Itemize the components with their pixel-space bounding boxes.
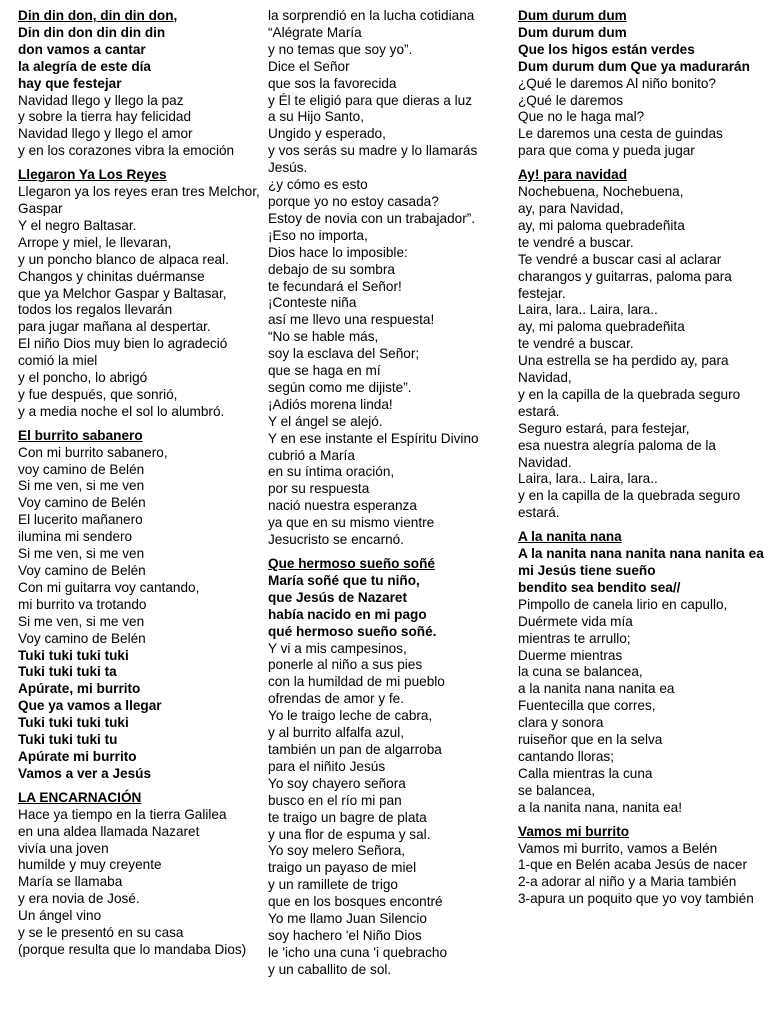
song-block <box>518 8 764 160</box>
song-title: A la nanita nana <box>518 529 622 545</box>
lyric-line: Dum durum dum Que ya madurarán <box>518 58 750 74</box>
lyric-line: y Él te eligió para que dieras a luz <box>268 92 473 108</box>
lyric-line: la alegría de este día <box>18 58 151 74</box>
lyric-line: A la nanita nana nanita nana nanita ea <box>518 546 764 562</box>
lyric-line: ¡Adiós morena linda! <box>268 396 393 412</box>
song-title: Din din don, din din don, <box>18 8 178 23</box>
song-title: Dum durum dum <box>518 8 627 23</box>
lyric-line: Tuki tuki tuki tuki <box>18 715 129 731</box>
song-block <box>268 556 512 979</box>
lyric-line: Apúrate mi burrito <box>18 748 137 764</box>
lyric-line: te vendré a buscar. <box>518 336 634 352</box>
lyric-line: Tuki tuki tuki tu <box>18 732 118 748</box>
lyric-line: bendito sea bendito sea// <box>518 579 681 595</box>
lyric-line: Y el ángel se alejó. <box>268 413 383 429</box>
lyric-line: te traigo un bagre de plata <box>268 809 427 825</box>
lyric-line: Llegaron ya los reyes eran tres Melchor, Gaspar <box>18 184 260 216</box>
lyric-line: Navidad llego y llego la paz <box>18 92 184 108</box>
lyric-line: Tuki tuki tuki ta <box>18 664 117 680</box>
lyric-line: Y en ese instante el Espíritu Divino cubrió a María <box>268 430 479 463</box>
lyric-line: humilde y muy creyente <box>18 857 162 873</box>
lyric-line: Changos y chinitas duérmanse <box>18 268 205 284</box>
lyric-line: Laira, lara.. Laira, lara.. <box>518 302 658 318</box>
lyric-line: don vamos a cantar <box>18 41 146 57</box>
lyric-line: Nochebuena, Nochebuena, <box>518 184 684 200</box>
lyric-line: a la nanita nana, nanita ea! <box>518 799 683 815</box>
lyric-line: y fue después, que sonrió, <box>18 386 178 402</box>
lyric-line: Yo soy chayero señora <box>268 775 406 791</box>
lyric-line: ay, mi paloma quebradeñita <box>518 217 685 233</box>
lyric-line: clara y sonora <box>518 715 604 731</box>
lyric-line: Voy camino de Belén <box>18 630 146 646</box>
lyric-line: según como me dijiste”. <box>268 379 412 395</box>
lyric-line: Vamos a ver a Jesús <box>18 765 152 781</box>
lyric-line: Si me ven, si me ven <box>18 478 145 494</box>
lyric-line: a la nanita nana nanita ea <box>518 681 675 697</box>
song-title: El burrito sabanero <box>18 427 143 443</box>
lyric-line: El lucerito mañanero <box>18 512 143 528</box>
lyric-line: Con mi burrito sabanero, <box>18 444 168 460</box>
lyric-line: había nacido en mi pago <box>268 606 427 622</box>
lyric-line: en su íntima oración, <box>268 464 395 480</box>
lyric-line: con la humildad de mi pueblo <box>268 674 445 690</box>
lyric-line: así me llevo una respuesta! <box>268 312 435 328</box>
lyric-line: cantando lloras; <box>518 748 614 764</box>
lyric-line: 1-que en Belén acaba Jesús de nacer <box>518 857 747 873</box>
song-title: Vamos mi burrito <box>518 823 630 839</box>
lyric-line: Dum durum dum <box>518 24 627 40</box>
lyric-line: Seguro estará, para festejar, <box>518 420 690 436</box>
lyric-line: Ungido y esperado, <box>268 126 386 142</box>
lyric-line: debajo de su sombra <box>268 261 395 277</box>
lyric-line: y era novia de José. <box>18 891 140 907</box>
lyric-line: Vamos mi burrito, vamos a Belén <box>518 840 718 856</box>
lyric-line: Duerme mientras <box>518 647 623 663</box>
lyric-line: y en la capilla de la quebrada seguro estará. <box>518 488 741 521</box>
lyric-line: mientras te arrullo; <box>518 630 631 646</box>
lyric-line: Voy camino de Belén <box>18 563 146 578</box>
lyric-line: y un caballito de sol. <box>268 961 392 977</box>
lyric-line: Fuentecilla que corres, <box>518 698 656 714</box>
lyric-line: 2-a adorar al niño y a Maria también <box>518 874 737 890</box>
lyric-line: Si me ven, si me ven <box>18 546 145 562</box>
lyric-line: le 'icho una cuna 'i quebracho <box>268 944 448 960</box>
lyric-line: que Jesús de Nazaret <box>268 589 408 605</box>
lyric-line: busco en el río mi pan <box>268 792 402 808</box>
lyric-line: Y vi a mis campesinos, <box>268 640 407 656</box>
lyric-line: y el poncho, lo abrigó <box>18 370 148 386</box>
song-block <box>518 529 764 816</box>
lyric-line: ¡Conteste niña <box>268 295 357 311</box>
lyric-line: María soñé que tu niño, <box>268 572 420 588</box>
lyric-line: para jugar mañana al despertar. <box>18 319 211 335</box>
lyric-line: Din din don din din din <box>18 24 166 40</box>
lyric-line: Laira, lara.. Laira, lara.. <box>518 471 658 487</box>
lyric-line: te fecundará el Señor! <box>268 278 402 294</box>
lyric-line: Que ya vamos a llegar <box>18 698 162 714</box>
lyric-line: Que los higos están verdes <box>518 41 695 57</box>
lyric-line: y no temas que soy yo”. <box>268 41 413 57</box>
lyric-line: la cuna se balancea, <box>518 664 643 680</box>
lyric-line: Si me ven, si me ven <box>18 613 145 629</box>
lyric-line: Arrope y miel, le llevaran, <box>18 234 172 250</box>
song-title: LA ENCARNACIÓN <box>18 789 142 805</box>
lyric-line: Apúrate, mi burrito <box>18 681 141 697</box>
lyric-line: y una flor de espuma y sal. <box>268 826 431 842</box>
lyric-line: María se llamaba <box>18 874 123 890</box>
song-title: Ay! para navidad <box>518 167 628 183</box>
lyric-line: ruiseñor que en la selva <box>518 732 663 748</box>
lyric-line: Duérmete vida mía <box>518 613 633 629</box>
lyric-line: Jesucristo se encarnó. <box>268 532 405 548</box>
lyric-line: Tuki tuki tuki tuki <box>18 647 129 663</box>
lyric-line: Yo le traigo leche de cabra, <box>268 708 433 724</box>
lyric-line: y un ramillete de trigo <box>268 877 398 893</box>
lyric-line: ¿Qué le daremos Al niño bonito? <box>518 75 716 91</box>
lyric-line: y en la capilla de la quebrada seguro estará. <box>518 386 741 419</box>
lyric-line: mi Jesús tiene sueño <box>518 563 656 578</box>
lyric-line: “Alégrate María <box>268 24 362 40</box>
lyric-line: (porque resulta que lo mandaba Dios) <box>18 941 247 957</box>
song-title: Llegaron Ya Los Reyes <box>18 167 167 183</box>
lyric-line: Dios hace lo imposible: <box>268 244 408 260</box>
song-block <box>268 8 512 549</box>
lyric-line: que en los bosques encontré <box>268 894 443 910</box>
lyric-line: 3-apura un poquito que yo voy también <box>518 891 754 907</box>
lyric-line: ay, mi paloma quebradeñita <box>518 319 685 335</box>
lyric-line: y se le presentó en su casa <box>18 925 184 941</box>
lyric-line: en una aldea llamada Nazaret <box>18 823 200 839</box>
lyric-line: Y el negro Baltasar. <box>18 217 137 233</box>
lyric-line: Calla mientras la cuna <box>518 765 653 781</box>
lyric-line: Una estrella se ha perdido ay, para Navidad, <box>518 353 729 386</box>
lyric-line: Te vendré a buscar casi al aclarar charangos y guitarras, paloma para festejar. <box>518 251 732 301</box>
lyric-line: ofrendas de amor y fe. <box>268 691 405 707</box>
lyric-line: Con mi guitarra voy cantando, <box>18 579 200 595</box>
lyric-line: por su respuesta <box>268 481 370 497</box>
lyric-line: soy hachero 'el Niño Dios <box>268 927 422 943</box>
lyric-line: ponerle al niño a sus pies <box>268 657 423 673</box>
lyric-line: ay, para Navidad, <box>518 200 624 216</box>
lyric-line: “No se hable más, <box>268 329 379 345</box>
lyric-line: que sos la favorecida <box>268 75 397 91</box>
lyric-line: todos los regalos llevarán <box>18 302 173 318</box>
lyric-line: a su Hijo Santo, <box>268 109 364 125</box>
lyric-line: te vendré a buscar. <box>518 234 634 250</box>
lyric-line: Le daremos una cesta de guindas <box>518 126 723 142</box>
song-title: Que hermoso sueño soñé <box>268 556 435 571</box>
lyric-line: nació nuestra esperanza <box>268 498 417 514</box>
lyric-line: porque yo no estoy casada? <box>268 193 439 209</box>
lyric-line: Yo me llamo Juan Silencio <box>268 911 427 927</box>
lyric-line: Un ángel vino <box>18 908 102 924</box>
lyric-line: y al burrito alfalfa azul, <box>268 725 405 741</box>
lyric-line: que ya Melchor Gaspar y Baltasar, <box>18 285 227 301</box>
lyric-line: para que coma y pueda jugar <box>518 143 695 159</box>
song-block <box>18 167 262 421</box>
lyric-line: Voy camino de Belén <box>18 495 146 511</box>
lyric-line: que se haga en mí <box>268 363 381 379</box>
lyric-line: Que no le haga mal? <box>518 109 645 125</box>
lyric-line: y un poncho blanco de alpaca real. <box>18 251 229 267</box>
song-block <box>18 8 262 160</box>
lyric-line: la sorprendió en la lucha cotidiana <box>268 8 475 23</box>
song-block <box>518 824 764 909</box>
lyric-line: El niño Dios muy bien lo agradeció comió la miel <box>18 336 228 369</box>
lyric-line: y sobre la tierra hay felicidad <box>18 109 192 125</box>
lyric-line: también un pan de algarroba <box>268 741 442 757</box>
lyric-line: Pimpollo de canela lirio en capullo, <box>518 596 728 612</box>
lyrics-column-3 <box>518 8 764 915</box>
lyric-line: traigo un payaso de miel <box>268 860 417 876</box>
lyric-line: ilumina mi sendero <box>18 529 133 545</box>
lyric-line: hay que festejar <box>18 75 122 91</box>
lyric-line: Navidad llego y llego el amor <box>18 126 193 142</box>
lyric-line: ¿y cómo es esto <box>268 177 368 193</box>
lyric-line: Dice el Señor <box>268 58 350 74</box>
lyric-line: Hace ya tiempo en la tierra Galilea <box>18 806 227 822</box>
lyric-line: Estoy de novia con un trabajador”. <box>268 210 476 226</box>
lyric-line: ya que en su mismo vientre <box>268 515 435 531</box>
lyric-line: ¿Qué le daremos <box>518 92 624 108</box>
lyrics-column-2 <box>268 8 512 986</box>
song-block <box>518 167 764 522</box>
song-block <box>18 790 262 959</box>
lyric-line: se balancea, <box>518 782 596 798</box>
lyric-line: vivía una joven <box>18 840 109 856</box>
lyric-line: Yo soy melero Señora, <box>268 843 406 859</box>
lyric-line: y vos serás su madre y lo llamarás Jesús. <box>268 143 478 176</box>
lyric-line: mi burrito va trotando <box>18 596 147 612</box>
lyric-line: esa nuestra alegría paloma de la Navidad. <box>518 437 716 470</box>
lyrics-column-1 <box>18 8 262 966</box>
song-block <box>18 428 262 783</box>
lyric-line: y a media noche el sol lo alumbró. <box>18 403 225 419</box>
lyric-line: y en los corazones vibra la emoción <box>18 143 235 159</box>
lyric-line: qué hermoso sueño soñé. <box>268 623 437 639</box>
lyric-line: para el niñito Jesús <box>268 758 386 774</box>
lyric-line: soy la esclava del Señor; <box>268 346 420 362</box>
lyric-line: voy camino de Belén <box>18 461 145 477</box>
lyric-line: ¡Eso no importa, <box>268 227 368 243</box>
